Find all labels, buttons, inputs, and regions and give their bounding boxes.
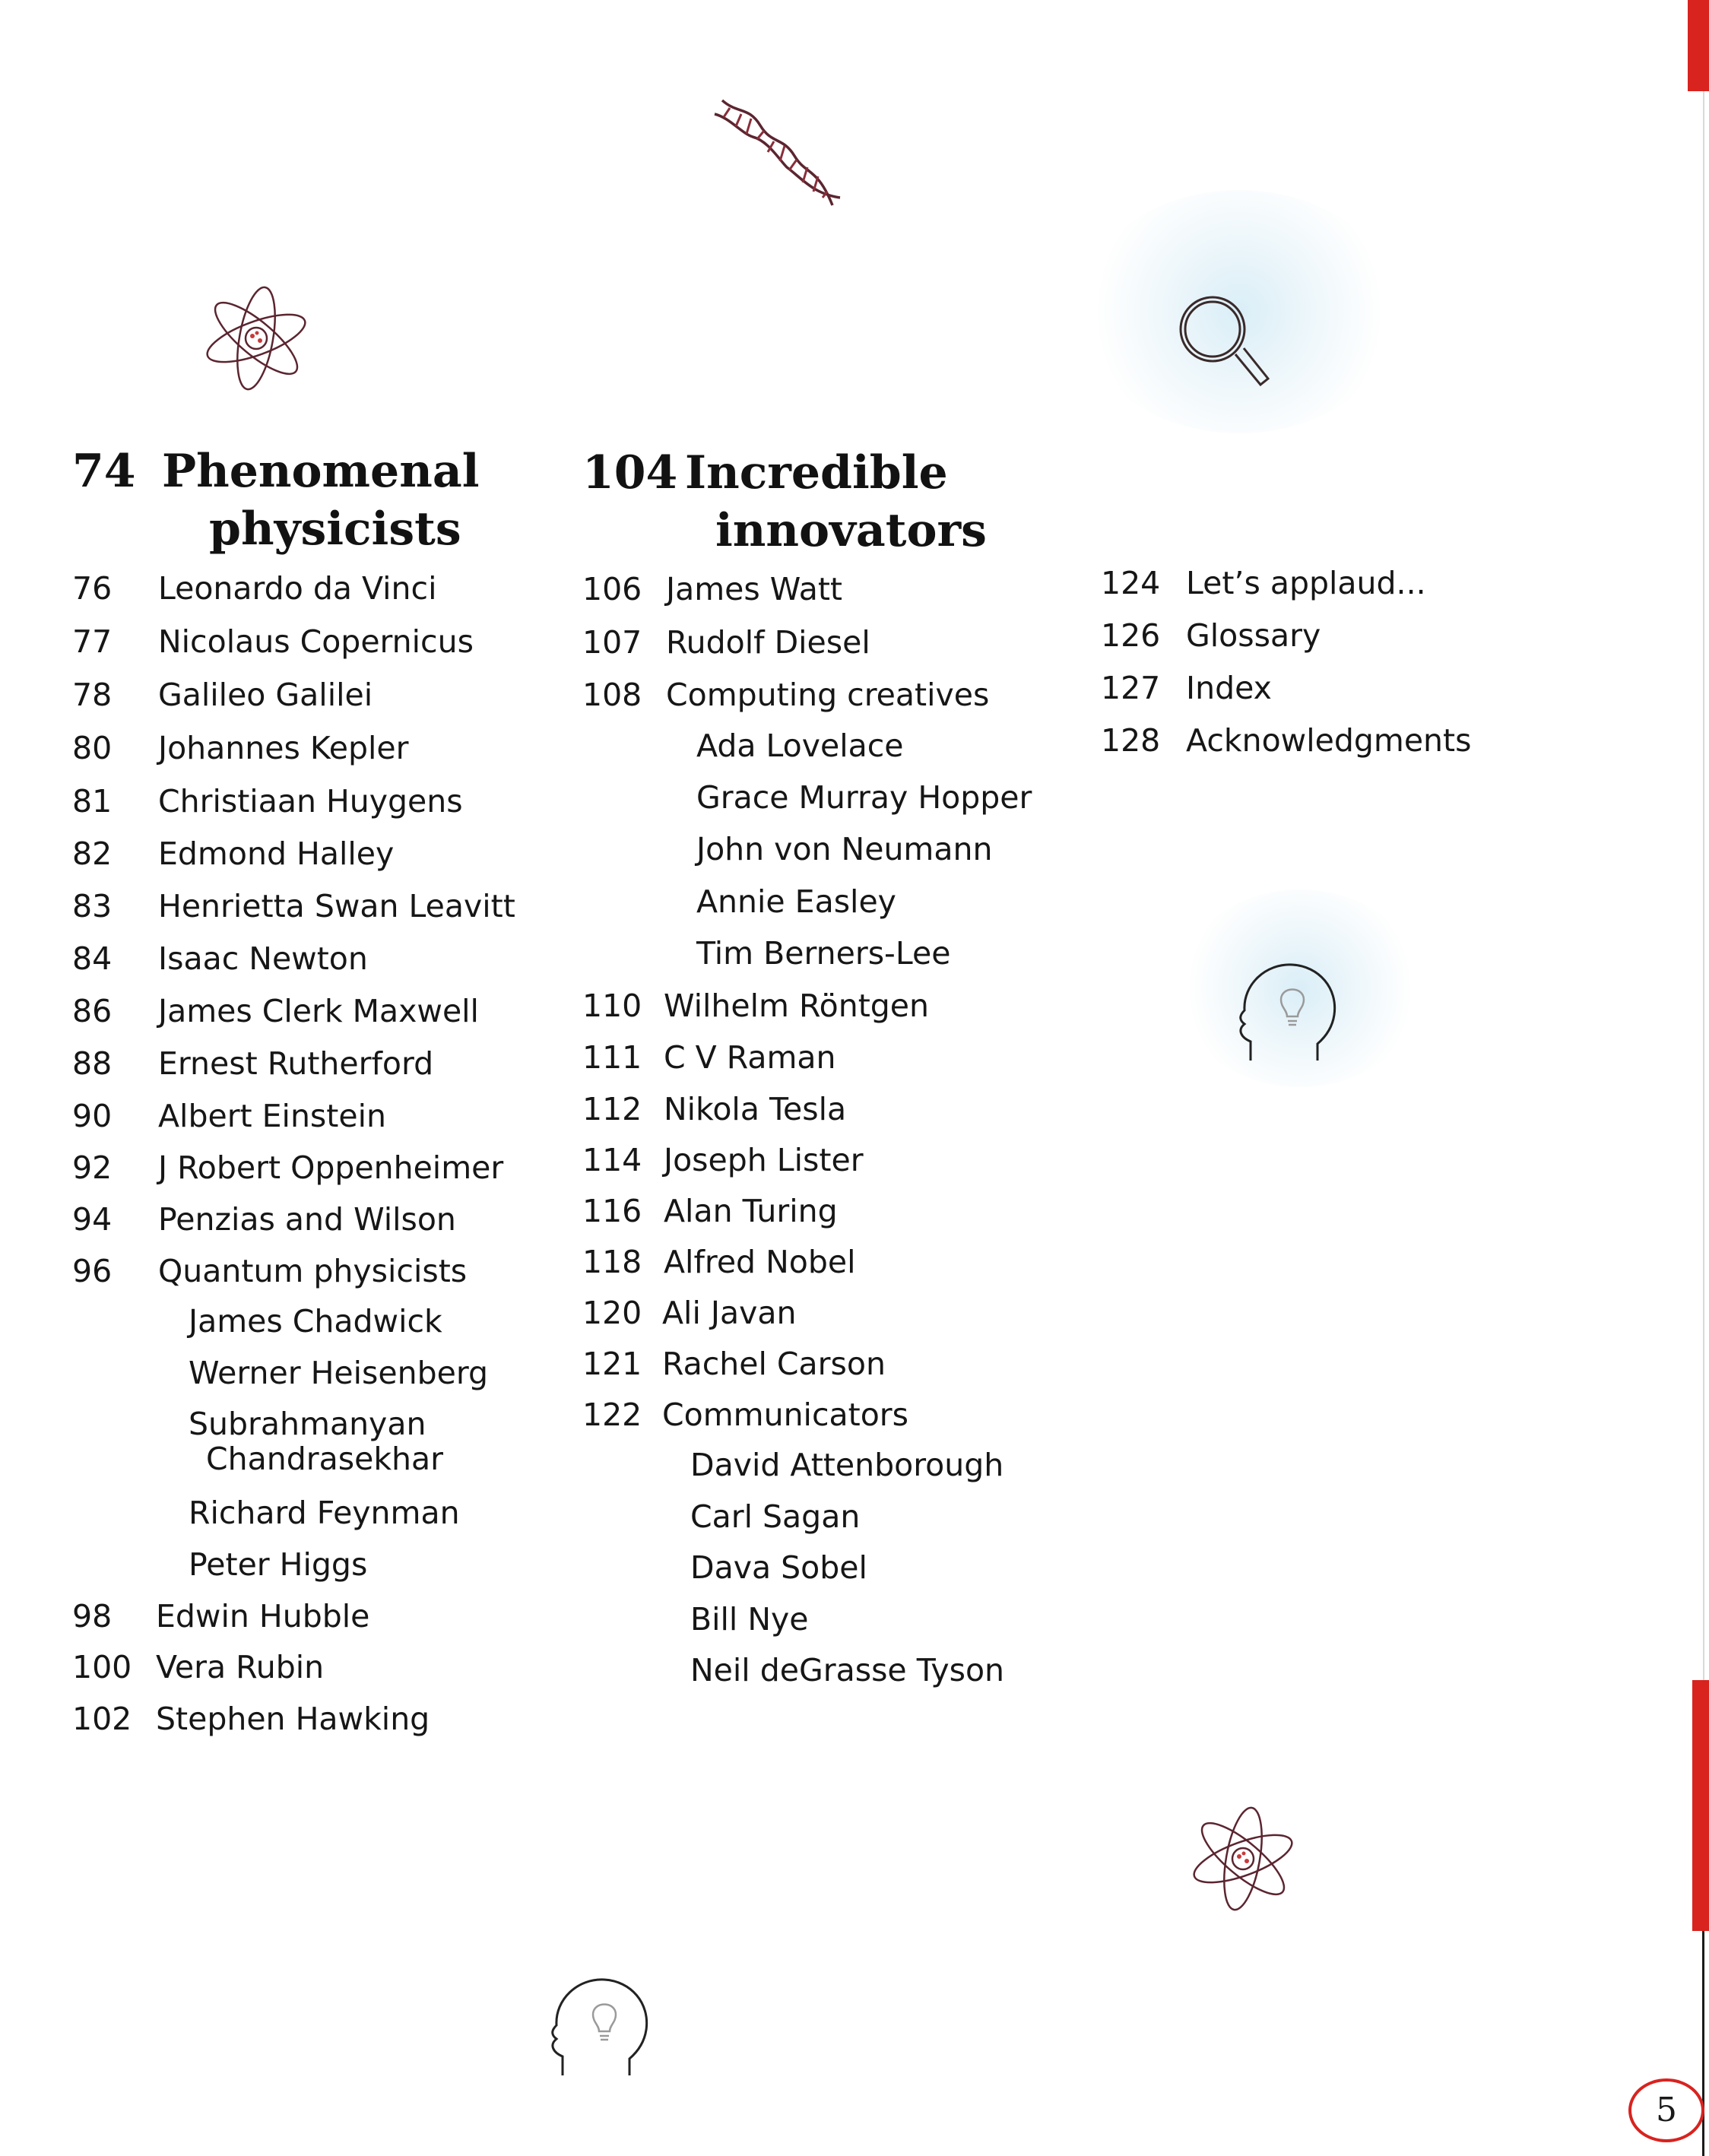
entry-page: 86 bbox=[72, 993, 113, 1029]
entry-page: 128 bbox=[1101, 722, 1161, 759]
entry-title: Computing creatives bbox=[666, 677, 990, 713]
entry-title: Stephen Hawking bbox=[156, 1701, 430, 1737]
page-edge-middle bbox=[1692, 1680, 1709, 1931]
entry-page: 80 bbox=[72, 730, 113, 766]
entry-title: Glossary bbox=[1186, 617, 1321, 654]
entry-title: Nikola Tesla bbox=[664, 1091, 847, 1127]
toc-subentry[interactable]: Dava Sobel bbox=[690, 1549, 867, 1586]
entry-title: Acknowledgments bbox=[1186, 722, 1472, 759]
section-title-line1[interactable]: Incredible bbox=[685, 446, 948, 499]
toc-subentry[interactable]: Bill Nye bbox=[690, 1601, 809, 1638]
entry-title: Vera Rubin bbox=[156, 1649, 325, 1685]
entry-page: 110 bbox=[582, 988, 642, 1024]
toc-subentry[interactable]: Ada Lovelace bbox=[696, 728, 904, 764]
entry-page: 126 bbox=[1101, 617, 1161, 654]
section-heading-innovators bbox=[582, 444, 1084, 566]
toc-subentry[interactable]: Peter Higgs bbox=[189, 1546, 368, 1583]
entry-page: 90 bbox=[72, 1098, 113, 1134]
entry-title: Alfred Nobel bbox=[664, 1244, 856, 1280]
page-edge-top bbox=[1688, 0, 1709, 91]
entry-page: 96 bbox=[72, 1253, 113, 1289]
toc-subentry-continued[interactable]: Chandrasekhar bbox=[206, 1441, 444, 1477]
entry-page: 82 bbox=[72, 835, 113, 872]
toc-subentry[interactable]: David Attenborough bbox=[690, 1447, 1004, 1483]
entry-title: James Clerk Maxwell bbox=[158, 993, 479, 1029]
entry-page: 112 bbox=[582, 1091, 642, 1127]
entry-page: 106 bbox=[582, 571, 642, 607]
entry-title: Christiaan Huygens bbox=[158, 783, 463, 820]
entry-page: 88 bbox=[72, 1045, 113, 1082]
entry-title: Rudolf Diesel bbox=[666, 624, 870, 661]
entry-title: Communicators bbox=[662, 1397, 908, 1433]
entry-title: J Robert Oppenheimer bbox=[158, 1149, 504, 1186]
entry-page: 121 bbox=[582, 1346, 642, 1382]
entry-title: Nicolaus Copernicus bbox=[158, 623, 474, 660]
entry-page: 120 bbox=[582, 1295, 642, 1331]
head-lightbulb-icon bbox=[1228, 954, 1342, 1068]
entry-page: 122 bbox=[582, 1397, 642, 1433]
section-heading-physicists bbox=[72, 442, 559, 564]
page-edge-bottom-line bbox=[1702, 1931, 1704, 2156]
entry-page: 100 bbox=[72, 1649, 132, 1685]
toc-subentry[interactable]: Richard Feynman bbox=[189, 1495, 460, 1531]
entry-title: Wilhelm Röntgen bbox=[664, 988, 930, 1024]
entry-page: 81 bbox=[72, 783, 113, 820]
entry-page: 76 bbox=[72, 570, 113, 607]
toc-subentry[interactable]: John von Neumann bbox=[696, 831, 993, 867]
entry-page: 114 bbox=[582, 1142, 642, 1178]
entry-title: Ernest Rutherford bbox=[158, 1045, 434, 1082]
entry-title: Ali Javan bbox=[662, 1295, 797, 1331]
entry-page: 107 bbox=[582, 624, 642, 661]
section-title-line2[interactable]: innovators bbox=[715, 504, 987, 557]
entry-page: 84 bbox=[72, 940, 113, 977]
entry-page: 102 bbox=[72, 1701, 132, 1737]
entry-title: Galileo Galilei bbox=[158, 677, 373, 713]
atom-icon bbox=[1186, 1802, 1300, 1916]
entry-title: Edmond Halley bbox=[158, 835, 395, 872]
entry-title: Albert Einstein bbox=[158, 1098, 386, 1134]
entry-page: 127 bbox=[1101, 670, 1161, 706]
entry-page: 77 bbox=[72, 623, 113, 660]
entry-title: James Watt bbox=[666, 571, 842, 607]
section-page-number[interactable]: 74 bbox=[72, 445, 136, 498]
toc-subentry[interactable]: Carl Sagan bbox=[690, 1498, 861, 1535]
entry-page: 108 bbox=[582, 677, 642, 713]
head-lightbulb-icon bbox=[540, 1969, 654, 2083]
entry-page: 111 bbox=[582, 1039, 642, 1076]
entry-page: 78 bbox=[72, 677, 113, 713]
section-page-number[interactable]: 104 bbox=[582, 446, 678, 499]
entry-title: Edwin Hubble bbox=[156, 1598, 370, 1634]
entry-title: Johannes Kepler bbox=[158, 730, 409, 766]
entry-title: Leonardo da Vinci bbox=[158, 570, 437, 607]
magnifying-glass-icon bbox=[1171, 287, 1277, 401]
entry-page: 116 bbox=[582, 1193, 642, 1229]
entry-page: 118 bbox=[582, 1244, 642, 1280]
toc-subentry[interactable]: Grace Murray Hopper bbox=[696, 779, 1032, 816]
dna-icon bbox=[707, 91, 851, 228]
entry-title: Isaac Newton bbox=[158, 940, 368, 977]
entry-title: Index bbox=[1186, 670, 1272, 706]
toc-subentry[interactable]: Neil deGrasse Tyson bbox=[690, 1652, 1005, 1688]
toc-subentry[interactable]: Subrahmanyan bbox=[189, 1406, 426, 1442]
entry-page: 98 bbox=[72, 1598, 113, 1634]
page-number-badge: 5 bbox=[1628, 2078, 1704, 2142]
entry-title: Quantum physicists bbox=[158, 1253, 468, 1289]
atom-icon bbox=[199, 281, 313, 395]
section-title-line1[interactable]: Phenomenal bbox=[162, 445, 480, 498]
entry-page: 94 bbox=[72, 1201, 113, 1238]
page-edge-line bbox=[1703, 91, 1704, 1688]
section-title-line2[interactable]: physicists bbox=[209, 503, 461, 556]
toc-subentry[interactable]: Werner Heisenberg bbox=[189, 1355, 489, 1391]
toc-subentry[interactable]: Annie Easley bbox=[696, 883, 896, 920]
entry-title: Penzias and Wilson bbox=[158, 1201, 456, 1238]
entry-page: 83 bbox=[72, 888, 113, 924]
entry-title: Let’s applaud... bbox=[1186, 565, 1426, 601]
toc-subentry[interactable]: Tim Berners-Lee bbox=[696, 935, 951, 972]
toc-subentry[interactable]: James Chadwick bbox=[189, 1303, 442, 1340]
entry-title: Henrietta Swan Leavitt bbox=[158, 888, 515, 924]
entry-page: 124 bbox=[1101, 565, 1161, 601]
entry-title: Joseph Lister bbox=[664, 1142, 864, 1178]
entry-title: Alan Turing bbox=[664, 1193, 838, 1229]
entry-title: C V Raman bbox=[664, 1039, 836, 1076]
entry-title: Rachel Carson bbox=[662, 1346, 886, 1382]
entry-page: 92 bbox=[72, 1149, 113, 1186]
